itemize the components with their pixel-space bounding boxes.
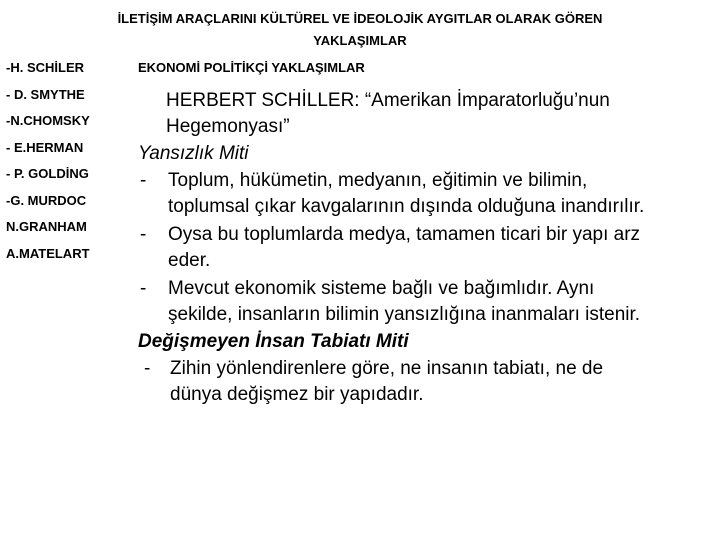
section-heading: EKONOMİ POLİTİKÇİ YAKLAŞIMLAR [138,60,365,75]
bullet-line-2: toplumsal çıkar kavgalarının dışında olduğuna inandırılır. [168,196,645,217]
bullet-line-2: dünya değişmez bir yapıdadır. [170,384,424,405]
author-list-item: N.GRANHAM [6,219,87,234]
author-list-item: -N.CHOMSKY [6,113,90,128]
bullet-line-1: Zihin yönlendirenlere göre, ne insanın tabiatı, ne de [170,358,604,379]
bullet-item [138,168,720,220]
slide-title-line-1: İLETİŞİM ARAÇLARINI KÜLTÜREL VE İDEOLOJİK AYGITLAR OLARAK GÖREN [117,11,603,26]
main-content [138,58,720,408]
bullet-item [138,276,720,328]
bullet-line-2: şekilde, insanların bilimin yansızlığına inanmaları istenir. [168,304,641,325]
bullet-dash: - [140,170,147,191]
author-heading-line-1: HERBERT SCHİLLER: “Amerikan İmparatorluğu’nun [166,90,610,111]
bullet-dash: - [140,278,147,299]
author-list-item: -G. MURDOC [6,192,87,208]
bullet-line-1: Oysa bu toplumlarda medya, tamamen ticari bir yapı arz [168,224,641,245]
author-list-item: -H. SCHİLER [6,60,84,75]
myth-title-human-nature: Değişmeyen İnsan Tabiatı Miti [138,331,409,352]
bullet-item [138,356,720,408]
myth-title-neutrality: Yansızlık Miti [138,143,249,164]
author-list-item: A.MATELART [6,245,90,261]
author-list [6,58,134,270]
author-list-item: - D. SMYTHE [6,86,85,102]
author-list-item: - P. GOLDİNG [6,166,89,181]
bullet-line-2: eder. [168,250,211,271]
author-heading [166,88,720,140]
author-list-item: - E.HERMAN [6,139,84,155]
bullet-item [138,222,720,274]
bullet-line-1: Mevcut ekonomik sisteme bağlı ve bağımlıdır. Aynı [168,278,595,299]
slide-title [40,8,680,52]
slide-title-line-2: YAKLAŞIMLAR [313,33,407,48]
bullet-dash: - [144,358,151,379]
bullet-line-1: Toplum, hükümetin, medyanın, eğitimin ve bilimin, [168,170,588,191]
bullet-dash: - [140,224,147,245]
author-heading-line-2: Hegemonyası” [166,116,290,137]
